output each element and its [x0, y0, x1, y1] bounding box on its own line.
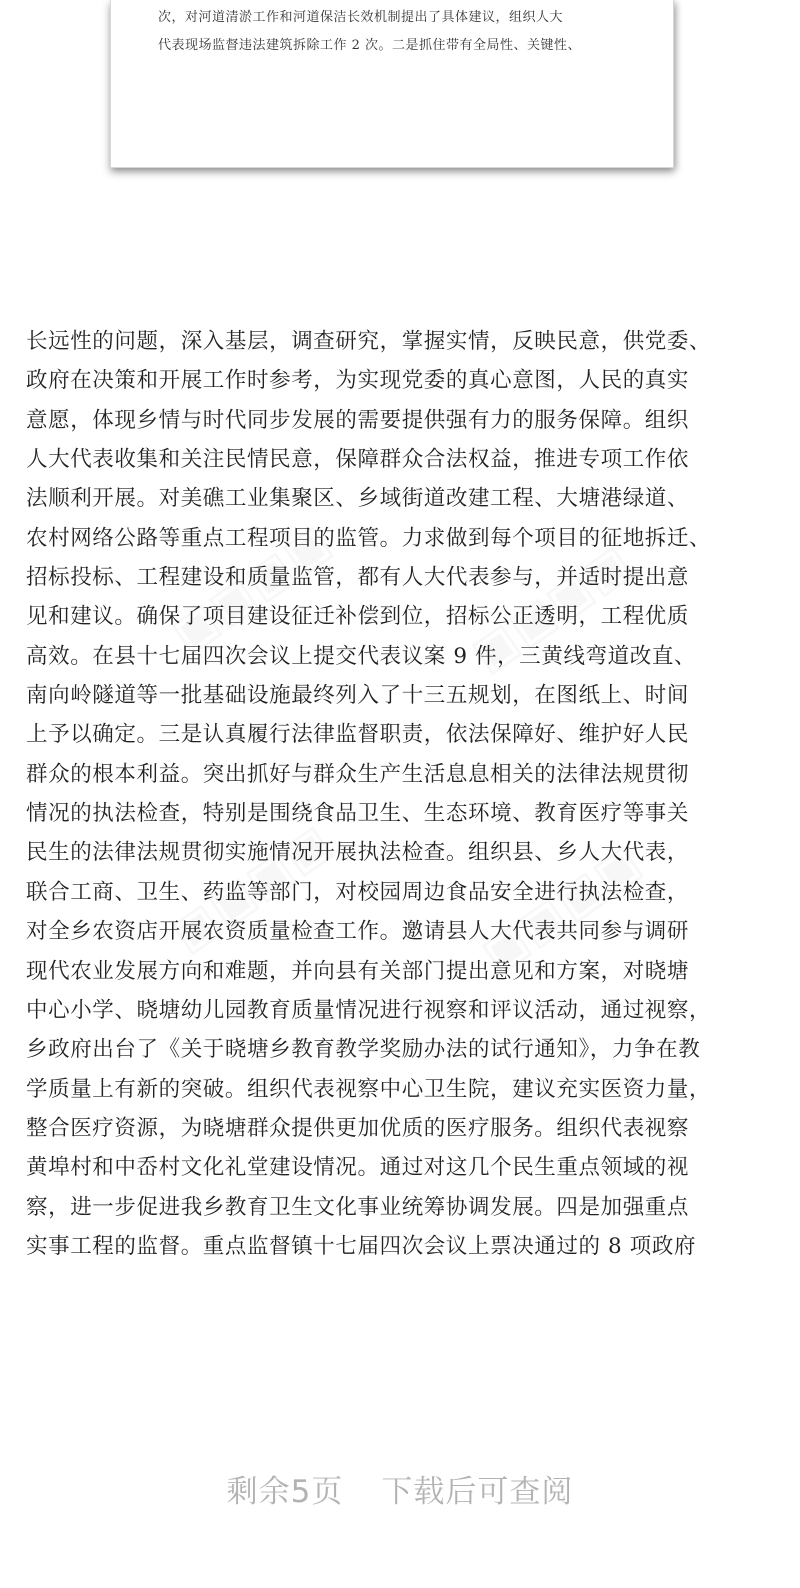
- body-text-line: 现代农业发展方向和难题，并向县有关部门提出意见和方案，对晓塘: [26, 958, 690, 984]
- body-text-line: 群众的根本利益。突出抓好与群众生产生活息息相关的法律法规贯彻: [26, 761, 690, 787]
- document-body: [26, 322, 776, 1266]
- body-text-line: 农村网络公路等重点工程项目的监管。力求做到每个项目的征地拆迁、: [26, 525, 712, 551]
- preview-text-line: 次，对河道清淤工作和河道保洁长效机制提出了具体建议，组织人大: [158, 10, 564, 25]
- body-text-line: 招标投标、工程建设和质量监管，都有人大代表参与，并适时提出意: [26, 565, 690, 591]
- body-text-line: 联合工商、卫生、药监等部门，对校园周边食品安全进行执法检查，: [26, 879, 690, 905]
- preview-page-card: [110, 0, 674, 168]
- body-text-line: 察，进一步促进我乡教育卫生文化事业统筹协调发展。四是加强重点: [26, 1194, 690, 1220]
- body-text-line: 整合医疗资源，为晓塘群众提供更加优质的医疗服务。组织代表视察: [26, 1115, 690, 1141]
- body-text-line: 实事工程的监督。重点监督镇十七届四次会议上票决通过的 8 项政府: [26, 1233, 697, 1259]
- body-text-line: 人大代表收集和关注民情民意，保障群众合法权益，推进专项工作依: [26, 447, 690, 473]
- body-text-line: 学质量上有新的突破。组织代表视察中心卫生院，建议充实医资力量，: [26, 1076, 712, 1102]
- download-to-view-label[interactable]: 下载后可查阅: [381, 1474, 574, 1510]
- body-text-line: 高效。在县十七届四次会议上提交代表议案 9 件，三黄线弯道改直、: [26, 643, 697, 669]
- body-text-line: 中心小学、晓塘幼儿园教育质量情况进行视察和评议活动，通过视察，: [26, 997, 712, 1023]
- remaining-pages-label[interactable]: 剩余5页: [226, 1474, 344, 1510]
- body-text-line: 政府在决策和开展工作时参考，为实现党委的真心意图，人民的真实: [26, 368, 690, 394]
- body-text-line: 乡政府出台了《关于晓塘乡教育教学奖励办法的试行通知》，力争在教: [26, 1037, 701, 1063]
- preview-text-line: 代表现场监督违法建筑拆除工作 2 次。二是抓住带有全局性、关键性、: [158, 38, 582, 53]
- body-text-line: 法顺利开展。对美礁工业集聚区、乡域街道改建工程、大塘港绿道、: [26, 486, 690, 512]
- body-text-line: 黄埠村和中岙村文化礼堂建设情况。通过对这几个民生重点领域的视: [26, 1155, 690, 1181]
- body-text-line: 南向岭隧道等一批基础设施最终列入了十三五规划，在图纸上、时间: [26, 683, 690, 709]
- body-text-line: 意愿，体现乡情与时代同步发展的需要提供强有力的服务保障。组织: [26, 407, 690, 433]
- body-text-line: 上予以确定。三是认真履行法律监督职责，依法保障好、维护好人民: [26, 722, 690, 748]
- body-text-line: 见和建议。确保了项目建设征迁补偿到位，招标公正透明，工程优质: [26, 604, 690, 630]
- body-text-line: 情况的执法检查，特别是围绕食品卫生、生态环境、教育医疗等事关: [26, 801, 690, 827]
- download-to-read-banner[interactable]: [0, 1468, 800, 1516]
- body-text-line: 长远性的问题，深入基层，调查研究，掌握实情，反映民意，供党委、: [26, 329, 712, 354]
- body-text-line: 民生的法律法规贯彻实施情况开展执法检查。组织县、乡人大代表，: [26, 840, 690, 866]
- body-text-line: 对全乡农资店开展农资质量检查工作。邀请县人大代表共同参与调研: [26, 919, 690, 945]
